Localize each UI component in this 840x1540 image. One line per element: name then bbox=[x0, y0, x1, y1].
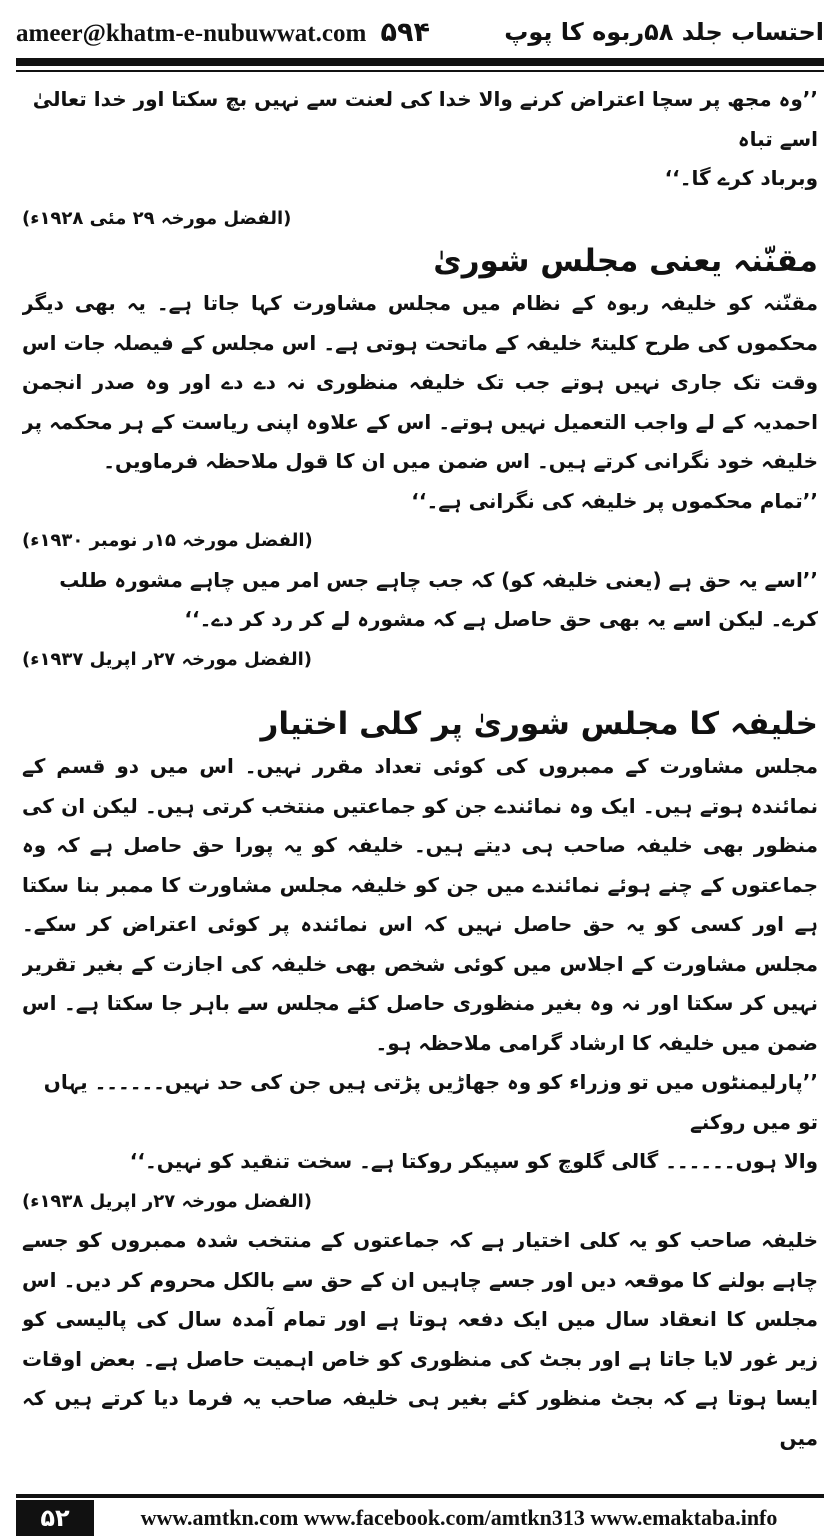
header-left bbox=[16, 17, 430, 48]
quote-1-reference: (الفضل مورخہ ۲۹ مئی ۱۹۲۸ء) bbox=[22, 207, 292, 229]
quote-3-reference: (الفضل مورخہ ۲۷ر اپریل ۱۹۳۷ء) bbox=[22, 648, 312, 670]
quote-2: ’’تمام محکموں پر خلیفہ کی نگرانی ہے۔‘‘ bbox=[411, 488, 818, 513]
footer-page-number: ۵۲ bbox=[16, 1500, 94, 1536]
quote-2-reference: (الفضل مورخہ ۱۵ر نومبر ۱۹۳۰ء) bbox=[22, 530, 313, 551]
header-book-title: احتساب جلد ۵۸ربوه کا پوپ bbox=[504, 18, 824, 46]
quote-1-line-2: وبرباد کرے گا۔‘‘ bbox=[664, 166, 818, 190]
quote-4-reference: (الفضل مورخہ ۲۷ر اپریل ۱۹۳۸ء) bbox=[22, 1190, 312, 1212]
page-header bbox=[16, 8, 824, 56]
section-gap bbox=[22, 679, 818, 701]
quote-3: ’’اسے یہ حق ہے (یعنی خلیفہ کو) کہ جب چاہے جس امر میں چاہے مشورہ طلب کرے۔ لیکن اسے یہ بھی حق حاصل ہے کہ مشورہ لے کر رد کر دے۔‘‘ bbox=[59, 567, 818, 631]
header-page-ref: ۵۹۴ bbox=[380, 16, 430, 48]
page-footer bbox=[16, 1494, 824, 1538]
quote-4-line-1: ’’پارلیمنٹوں میں تو وزراء کو وہ جھاڑیں پڑتی ہیں جن کی حد نہیں۔۔۔۔۔۔ یہاں تو میں روکنے bbox=[43, 1070, 818, 1134]
header-email: ameer@khatm-e-nubuwwat.com bbox=[16, 19, 367, 47]
paragraph-authority: مجلس مشاورت کے ممبروں کی کوئی تعداد مقرر نہیں۔ اس میں دو قسم کے نمائندہ ہوتے ہیں۔ ایک وہ نمائندے جن کو جماعتیں منتخب کرتی ہیں۔ لیکن ان کی منظور بھی خلیفہ صاحب ہی دیتے ہیں۔ خلیفہ کو یہ پورا حق حاصل ہے کہ وہ جماعتوں کے چنے ہوئے نمائندے میں جن کو خلیفہ مجلس مشاورت کا ممبر بنا سکتا ہے اور کسی کو یہ حق حاصل نہیں کہ اس نمائندہ پر کوئی اعتراض کر سکے۔ مجلس مشاورت کے اجلاس میں کوئی شخص بھی خلیفہ کی اجازت کے بغیر تقریر نہیں کر سکتا اور نہ وہ بغیر منظوری حاصل کئے مجلس سے باہر جا سکتا ہے۔ اس ضمن میں خلیفہ کا ارشاد گرامی ملاحظہ ہو۔ bbox=[22, 754, 818, 1055]
paragraph-legislature: مقنّنہ کو خلیفہ ربوہ کے نظام میں مجلس مشاورت کہا جاتا ہے۔ یہ بھی دیگر محکموں کی طرح کلیتہً خلیفہ کے ماتحت ہوتی ہے۔ اس مجلس کے فیصلہ جات اس وقت تک جاری نہیں ہوتے جب تک خلیفہ منظوری نہ دے دے اور وہ صدر انجمن احمدیہ کے لے واجب التعمیل نہیں ہوتے۔ اس کے علاوہ اپنی ریاست کے ہر محکمہ پر خلیفہ خود نگرانی کرتے ہیں۔ اس ضمن میں ان کا قول ملاحظہ فرماویں۔ bbox=[22, 291, 818, 473]
section-heading-authority: خلیفہ کا مجلس شوریٰ پر کلی اختیار bbox=[260, 706, 818, 742]
page-body bbox=[22, 80, 818, 1455]
header-rule-thick bbox=[16, 58, 824, 66]
footer-links: www.amtkn.com www.facebook.com/amtkn313 www.emaktaba.info bbox=[140, 1505, 778, 1530]
header-rule-thin bbox=[16, 70, 824, 72]
quote-4-line-2: والا ہوں۔۔۔۔۔۔ گالی گلوچ کو سپیکر روکتا ہے۔ سخت تنقید کو نہیں۔‘‘ bbox=[129, 1149, 818, 1173]
section-heading-legislature: مقنّنہ یعنی مجلس شوریٰ bbox=[433, 243, 818, 279]
quote-1-line-1: ’’وہ مجھ پر سچا اعتراض کرنے والا خدا کی لعنت سے نہیں بچ سکتا اور خدا تعالیٰ اسے تباہ bbox=[32, 87, 818, 151]
paragraph-powers: خلیفہ صاحب کو یہ کلی اختیار ہے کہ جماعتوں کے منتخب شدہ ممبروں کو جسے چاہے بولنے کا موقعہ دیں اور جسے چاہیں ان کے حق سے بالکل محروم کر دیں۔ اس مجلس کا انعقاد سال میں ایک دفعہ ہوتا ہے اور تمام آمدہ سال کی پالیسی کو زیر غور لایا جاتا ہے اور بجٹ کی منظوری کو خاص اہمیت حاصل ہے۔ بعض اوقات ایسا ہوتا ہے کہ بجٹ منظور کئے بغیر ہی خلیفہ صاحب یہ فرما دیا کرتے ہیں کہ میں bbox=[22, 1228, 818, 1450]
